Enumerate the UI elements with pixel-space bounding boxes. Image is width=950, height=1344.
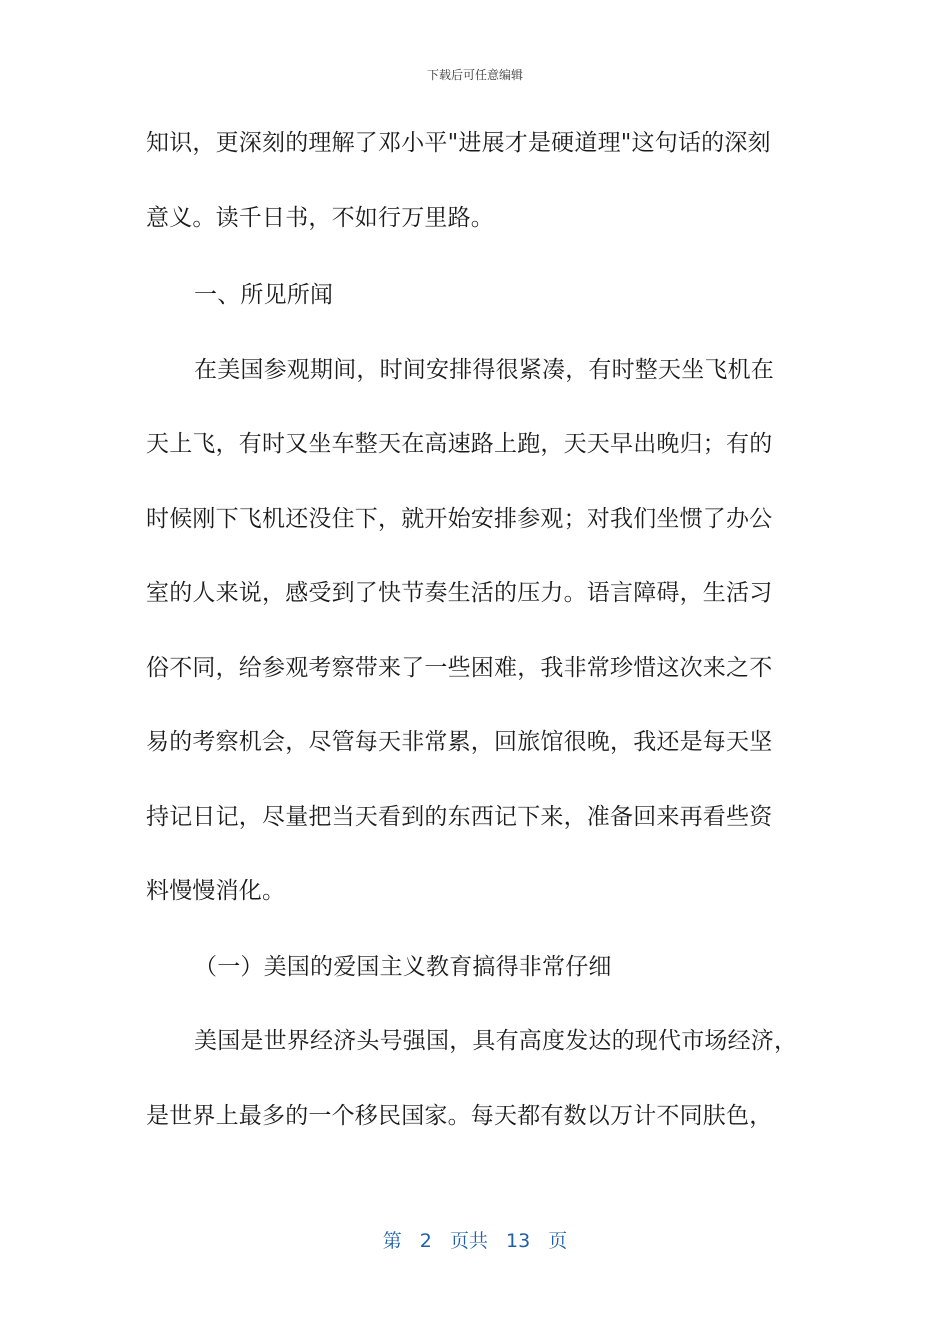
- subsection-heading: （一）美国的爱国主义教育搞得非常仔细: [194, 954, 612, 980]
- header-text: 下载后可任意编辑: [426, 68, 523, 82]
- page-header: [0, 66, 950, 83]
- footer-middle: 页共: [449, 1230, 488, 1252]
- body-line: 俗不同，给参观考察带来了一些困难，我非常珍惜这次来之不: [146, 655, 773, 681]
- body-line: 天上飞，有时又坐车整天在高速路上跑，天天早出晚归；有的: [146, 431, 773, 457]
- body-line: 易的考察机会，尽管每天非常累，回旅馆很晚，我还是每天坚: [146, 729, 773, 755]
- body-line: 美国是世界经济头号强国，具有高度发达的现代市场经济，: [194, 1028, 798, 1054]
- footer-suffix: 页: [548, 1230, 568, 1252]
- page-number-footer: [0, 1226, 950, 1253]
- footer-total-pages: 13: [506, 1230, 531, 1252]
- body-line: 意义。读千日书，不如行万里路。: [146, 205, 494, 231]
- footer-prefix: 第: [382, 1230, 402, 1252]
- body-line: 室的人来说，感受到了快节奏生活的压力。语言障碍，生活习: [146, 580, 773, 606]
- body-line: 持记日记，尽量把当天看到的东西记下来，准备回来再看些资: [146, 804, 773, 830]
- body-line: 是世界上最多的一个移民国家。每天都有数以万计不同肤色，: [146, 1103, 773, 1129]
- body-line: 时候刚下飞机还没住下，就开始安排参观；对我们坐惯了办公: [146, 506, 773, 532]
- body-line: 知识，更深刻的理解了邓小平"进展才是硬道理"这句话的深刻: [146, 130, 771, 156]
- body-line: 料慢慢消化。: [146, 878, 286, 904]
- body-line: 在美国参观期间，时间安排得很紧凑，有时整天坐飞机在: [194, 357, 774, 383]
- footer-current-page: 2: [419, 1230, 432, 1252]
- section-heading: 一、所见所闻: [194, 282, 334, 308]
